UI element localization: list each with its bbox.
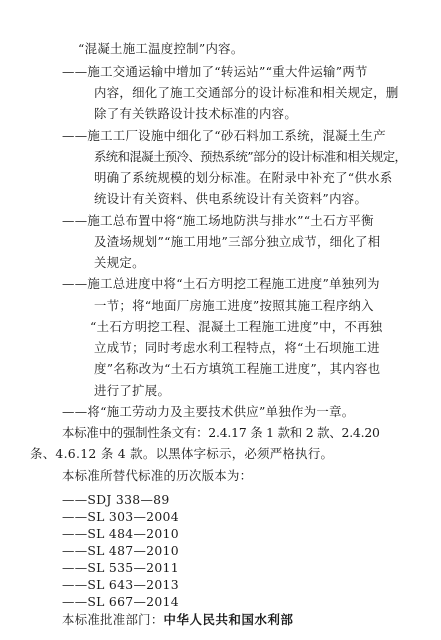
text-line-19: 本标准中的强制性条文有：2.4.17 条 1 款和 2 款、2.4.20 [62, 425, 380, 440]
text-line-21: 本标准所替代标准的历次版本为： [62, 468, 253, 483]
text-line-2: ——施工交通运输中增加了“转运站”“重大件运输”两节 [62, 64, 368, 79]
text-line-12: ——施工总进度中将“土石方明挖工程施工进度”单独列为 [62, 276, 380, 291]
text-line-5: ——施工工厂设施中细化了“砂石料加工系统，混凝土生产 [62, 128, 386, 143]
text-line-14: “土石方明挖工程、混凝土工程施工进度”中，不再独 [90, 319, 383, 334]
version-item-5: ——SL 535—2011 [62, 560, 179, 575]
text-line-7: 明确了系统规模的划分标准。在附录中补充了“供水系 [94, 170, 393, 185]
text-line-20: 条、4.6.12 条 4 款。以黑体字标示，必须严格执行。 [30, 446, 334, 461]
text-line-15: 立成节；同时考虑水利工程特点，将“土石坝施工进 [94, 340, 380, 355]
text-line-18: ——将“施工劳动力及主要技术供应”单独作为一章。 [62, 404, 355, 419]
text-line-17: 进行了扩展。 [94, 383, 171, 398]
text-line-8: 统设计有关资料、供电系统设计有关资料”内容。 [94, 191, 368, 206]
version-item-4: ——SL 487—2010 [62, 543, 179, 558]
approval-value: 中华人民共和国水利部 [163, 612, 294, 627]
version-item-7: ——SL 667—2014 [62, 594, 179, 609]
text-line-13: 一节；将“地面厂房施工进度”按照其施工程序纳入 [94, 298, 374, 313]
text-line-10: 及渣场规划”“施工用地”三部分独立成节，细化了相 [94, 234, 381, 249]
version-item-1: ——SDJ 338—89 [62, 492, 170, 507]
version-item-2: ——SL 303—2004 [62, 509, 179, 524]
version-item-6: ——SL 643—2013 [62, 577, 179, 592]
text-line-1: “混凝土施工温度控制”内容。 [78, 41, 244, 56]
version-item-3: ——SL 484—2010 [62, 526, 179, 541]
text-line-4: 除了有关铁路设计技术标准的内容。 [94, 106, 298, 121]
approval-label: 本标准批准部门： [62, 612, 164, 627]
text-line-6: 系统和混凝土预冷、预热系统”部分的设计标准和相关规定， [94, 149, 407, 164]
text-line-11: 关规定。 [94, 255, 145, 270]
text-line-9: ——施工总布置中将“施工场地防洪与排水”“土石方平衡 [62, 213, 374, 228]
approval-line [62, 612, 293, 628]
text-line-16: 度”名称改为“土石方填筑工程施工进度”，其内容也 [94, 361, 381, 376]
text-line-3: 内容，细化了施工交通部分的设计标准和相关规定，删 [94, 85, 399, 100]
